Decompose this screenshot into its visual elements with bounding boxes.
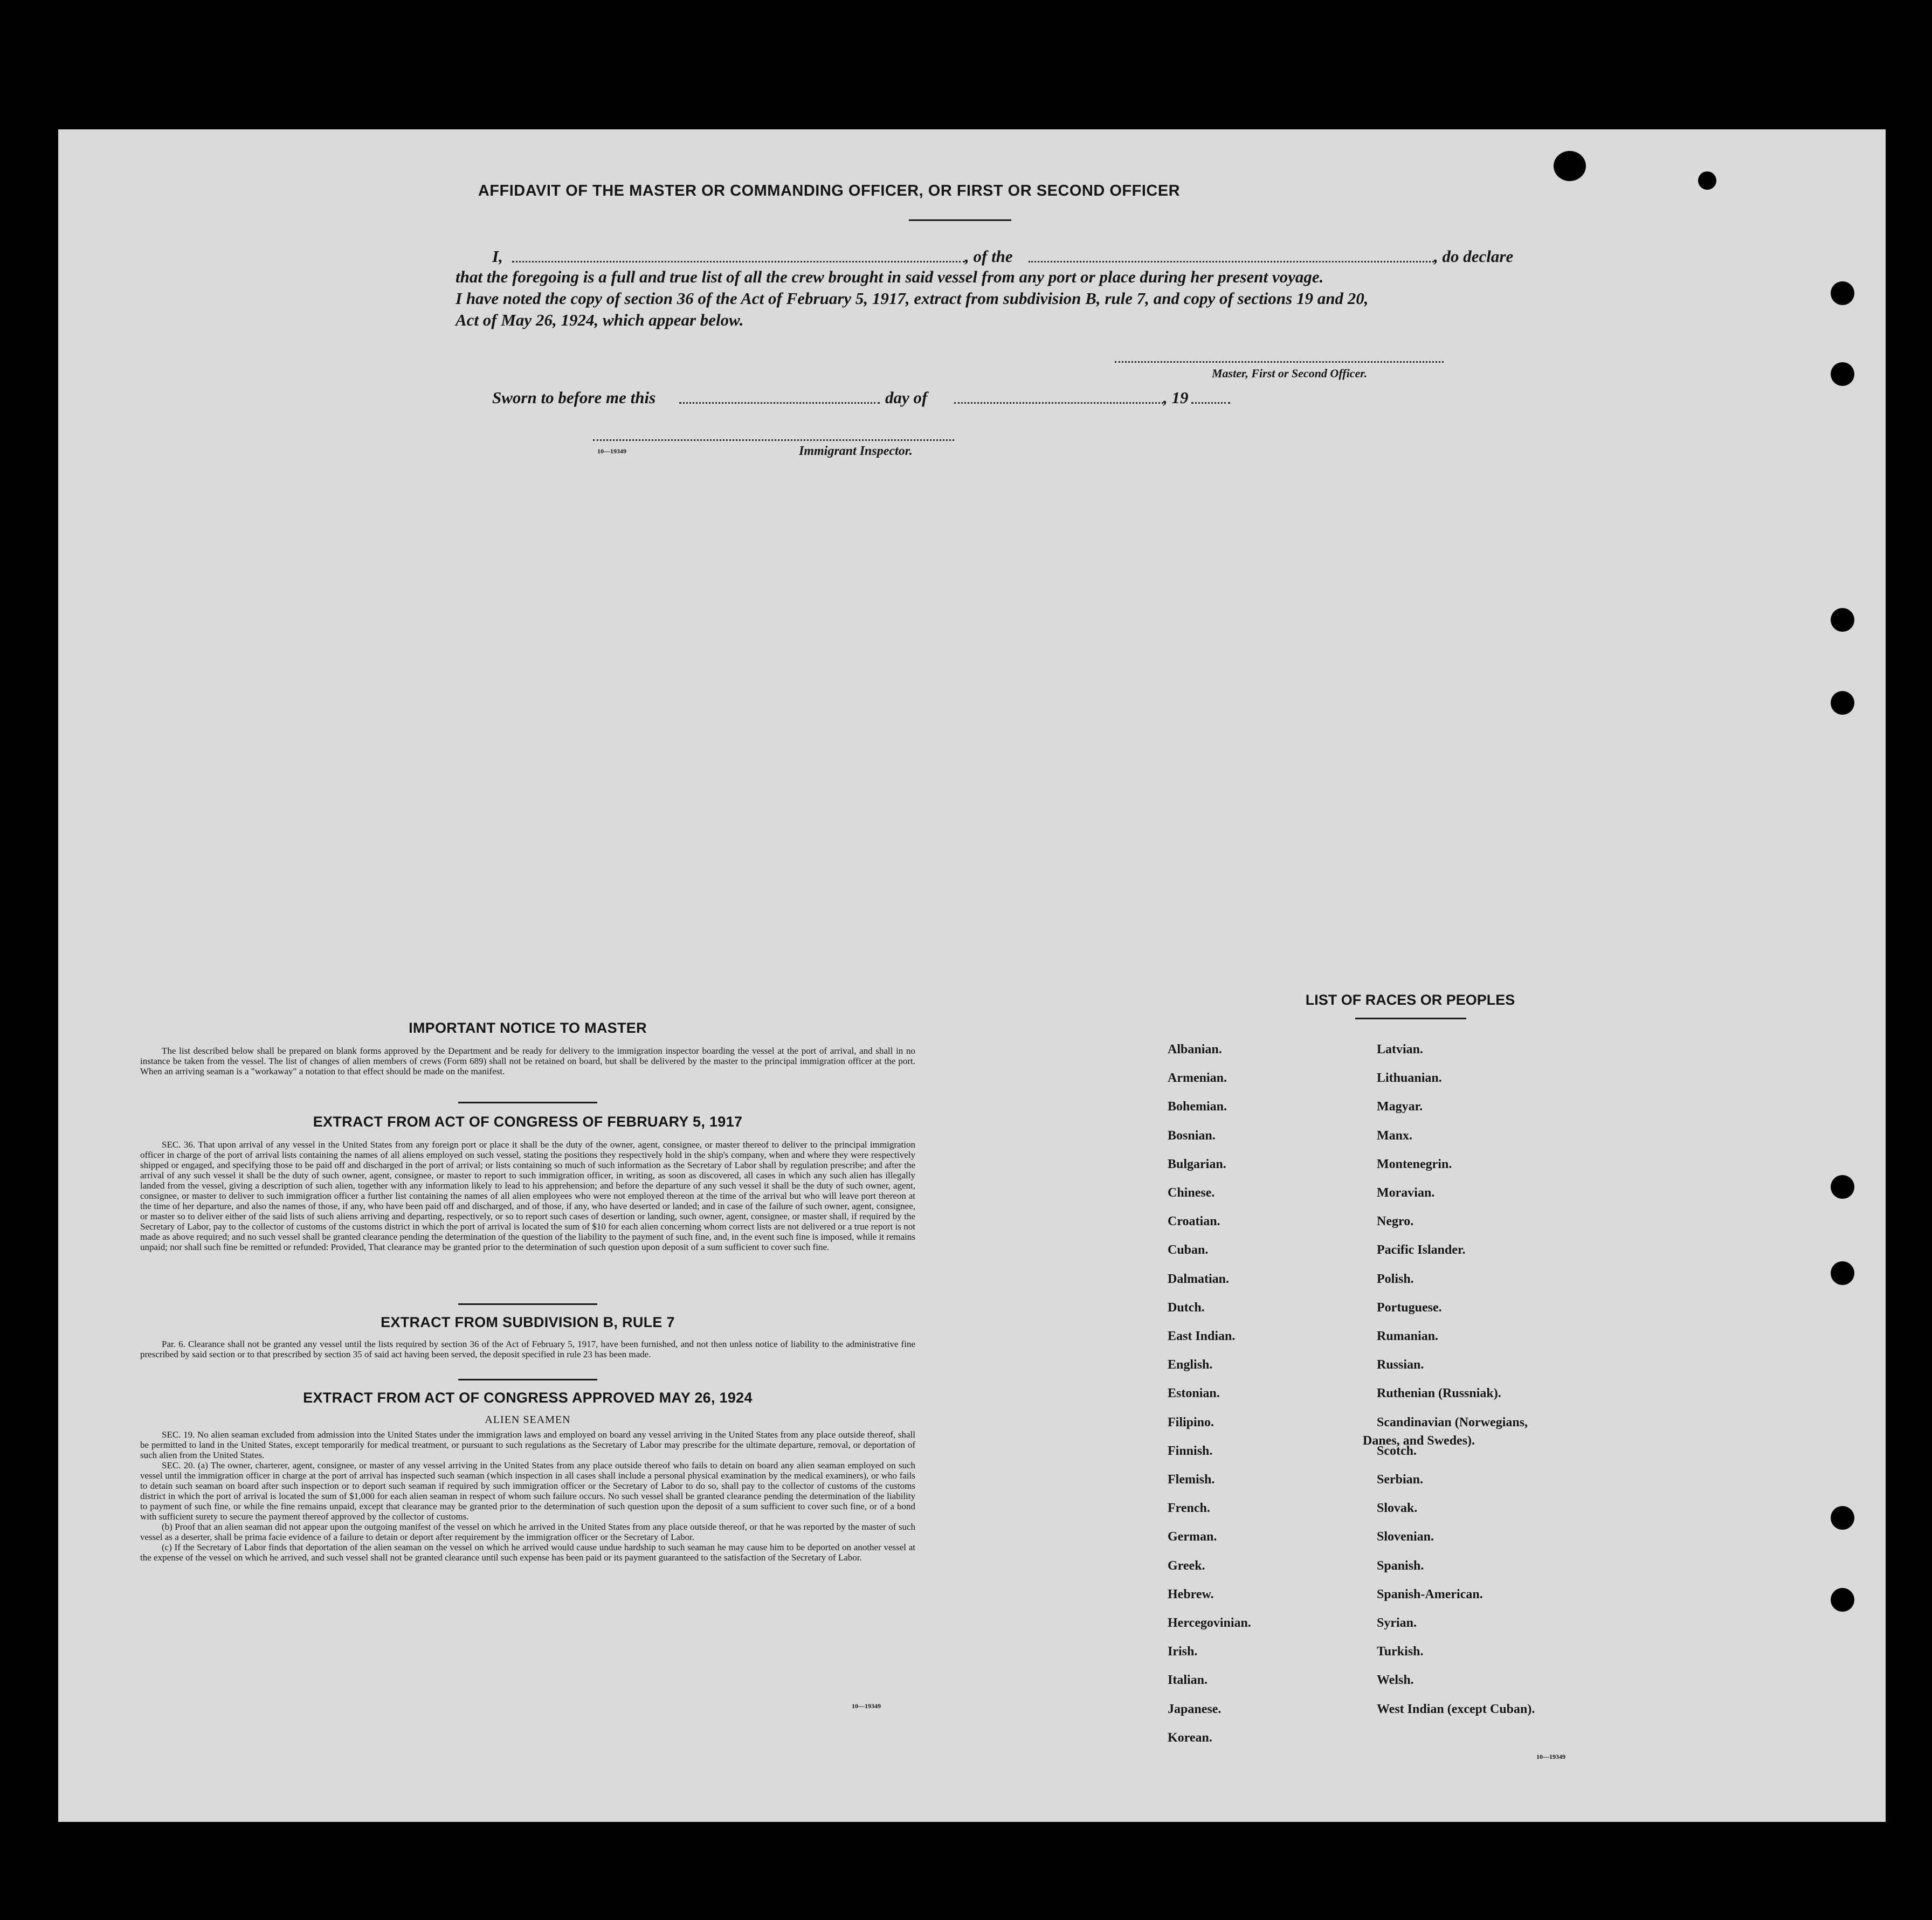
race-item: Scandinavian (Norwegians, xyxy=(1377,1415,1528,1429)
rule7-divider xyxy=(458,1379,597,1380)
race-item: Armenian. xyxy=(1168,1071,1227,1086)
race-item: Lithuanian. xyxy=(1377,1071,1442,1086)
race-item: Ruthenian (Russniak). xyxy=(1377,1386,1501,1401)
race-item: French. xyxy=(1168,1501,1210,1516)
extract-1917-title: EXTRACT FROM ACT OF CONGRESS OF FEBRUARY 5, 1917 xyxy=(313,1114,743,1130)
sec19-text: SEC. 19. No alien seaman excluded from admission into the United States under the immigration laws and employed on board any vessel arriving in the United States from any place outside thereof, shall be permitted to land in the United States, except temporarily for medical treatment, or pursuant to such regulations as the Secretary of Labor may prescribe for the ultimate departure, removal, or deportation of such alien from the United States. xyxy=(140,1429,915,1460)
race-item: Turkish. xyxy=(1377,1645,1424,1659)
race-item: Slovenian. xyxy=(1377,1530,1434,1544)
notice-text: The list described below shall be prepared on blank forms approved by the Department and be ready for delivery to the immigration inspector boarding the vessel at the port of arrival, and shall in no instance be taken from the vessel. The list of changes of alien members of crews (Form 689) shall not be retained on board, but shall be delivered by the master to the principal immigration officer at the port. When an arriving seaman is a "workaway" a notation to that effect should be made on the manifest. xyxy=(140,1046,915,1076)
affidavit-line4: Act of May 26, 1924, which appear below. xyxy=(456,310,744,329)
affidavit-line3: I have noted the copy of section 36 of the Act of February 5, 1917, extract from subdivision B, rule 7, and copy of sections 19 and 20, xyxy=(456,289,1369,308)
alien-seamen-subtitle: ALIEN SEAMEN xyxy=(485,1414,571,1426)
punch-hole xyxy=(1831,362,1854,386)
affidavit-line1-b: , of the xyxy=(965,247,1013,266)
race-item: Bohemian. xyxy=(1168,1100,1227,1114)
punch-hole xyxy=(1831,691,1854,715)
race-item: Welsh. xyxy=(1377,1673,1414,1688)
punch-hole xyxy=(1831,281,1854,305)
name-blank[interactable] xyxy=(512,261,965,263)
punch-hole xyxy=(1831,608,1854,632)
punch-hole xyxy=(1831,1588,1854,1612)
race-item: Chinese. xyxy=(1168,1186,1215,1200)
year-blank[interactable] xyxy=(1191,402,1230,404)
inspector-signature-blank[interactable] xyxy=(593,439,954,441)
race-item: Hebrew. xyxy=(1168,1587,1214,1601)
race-item: Bosnian. xyxy=(1168,1128,1216,1143)
race-item: Dalmatian. xyxy=(1168,1272,1229,1286)
race-item: Cuban. xyxy=(1168,1243,1209,1258)
notice-title: IMPORTANT NOTICE TO MASTER xyxy=(409,1020,647,1036)
extract-1917-text: SEC. 36. That upon arrival of any vessel in the United States from any foreign port or place it shall be the duty of the owner, agent, consignee, or master thereof to deliver to the principal immigration officer in charge of the port of arrival lists containing the names of all aliens employed on such vessel, stating the positions they respectively hold in the ship's company, when and where they were respectively shipped or engaged, and specifying those to be paid off and discharged in the port of arrival; or lists containing so much of such information as the Secretary of Labor shall by regulation prescribe; and after the arrival of any such vessel it shall be the duty of such owner, agent, consignee, or master to report to such immigration officer, in writing, as soon as discovered, all cases in which any such alien has illegally landed from the vessel, giving a description of such alien, together with any information likely to lead to his apprehension; and before the departure of any such vessel it shall be the duty of such owner, agent, consignee, or master to deliver to such immigration officer a further list containing the names of all alien employees who were not employed thereon at the time of the arrival but who will leave port thereon at the time of her departure, and also the names of those, if any, who have been paid off and discharged, and of those, if any, who have deserted or landed; and in case of the failure of such owner, agent, consignee, or master so to deliver either of the said lists of such aliens arriving and departing, respectively, or so to report such cases of desertion or landing, such owner, agent, consignee, or master shall, if required by the Secretary of Labor, pay to the collector of customs of the customs district in which the port of arrival is located the sum of $10 for each alien concerning whom correct lists are not delivered or a true report is not made as above required; and no such vessel shall be granted clearance pending the determination of the question of the liability to the payment of such fine, and, in the event such fine is imposed, while it remains unpaid; nor shall such fine be remitted or refunded: Provided, That clearance may be granted prior to the determination of such question upon deposit of a sum sufficient to cover such fine. xyxy=(140,1139,915,1252)
affidavit-line1-a: I, xyxy=(492,247,503,266)
document-page xyxy=(58,129,1886,1822)
race-item: Dutch. xyxy=(1168,1300,1205,1315)
race-item: Syrian. xyxy=(1377,1616,1417,1630)
race-item: Croatian. xyxy=(1168,1214,1220,1229)
race-item: Scotch. xyxy=(1377,1444,1417,1458)
month-blank[interactable] xyxy=(954,402,1163,404)
race-item: East Indian. xyxy=(1168,1329,1236,1343)
title-divider xyxy=(909,219,1011,221)
race-item: Portuguese. xyxy=(1377,1300,1442,1315)
race-item: Estonian. xyxy=(1168,1386,1220,1401)
race-item: Danes, and Swedes). xyxy=(1363,1433,1475,1448)
race-item: Negro. xyxy=(1377,1214,1414,1229)
race-item: Slovak. xyxy=(1377,1501,1418,1516)
race-item: Manx. xyxy=(1377,1128,1412,1143)
sec20b-text: (b) Proof that an alien seaman did not appear upon the outgoing manifest of the vessel on which he arrived in the United States from any place outside thereof, or that he was reported by the master of such vessel as a deserter, shall be prima facie evidence of a failure to detain or deport after requirement by the immigration officer or the Secretary of Labor. xyxy=(140,1522,915,1542)
race-item: Hercegovinian. xyxy=(1168,1616,1251,1630)
race-item: Bulgarian. xyxy=(1168,1157,1226,1171)
rule7-text: Par. 6. Clearance shall not be granted any vessel until the lists required by section 36 of the Act of February 5, 1917, have been furnished, and not then unless notice of liability to the administrative fine prescribed by said section or to that prescribed by section 35 of said act having been served, the deposit specified in rule 23 has been made. xyxy=(140,1339,915,1359)
race-item: Spanish. xyxy=(1377,1558,1424,1573)
race-item: English. xyxy=(1168,1358,1213,1372)
race-item: Rumanian. xyxy=(1377,1329,1439,1343)
race-item: Finnish. xyxy=(1168,1444,1213,1458)
race-item: Italian. xyxy=(1168,1673,1208,1688)
notice-divider xyxy=(458,1102,597,1103)
race-item: Polish. xyxy=(1377,1272,1414,1286)
race-item: German. xyxy=(1168,1530,1217,1544)
race-item: Greek. xyxy=(1168,1558,1205,1573)
race-item: Montenegrin. xyxy=(1377,1157,1452,1171)
rule7-title: EXTRACT FROM SUBDIVISION B, RULE 7 xyxy=(381,1314,675,1330)
affidavit-form-code: 10—19349 xyxy=(597,447,626,455)
sworn-a: Sworn to before me this xyxy=(492,388,656,407)
race-item: Spanish-American. xyxy=(1377,1587,1483,1601)
race-item: Pacific Islander. xyxy=(1377,1243,1466,1258)
day-blank[interactable] xyxy=(679,402,880,404)
sec20a-text: SEC. 20. (a) The owner, charterer, agent, consignee, or master of any vessel arriving in the United States from any place outside thereof who fails to detain on board any alien seaman employed on such vessel until the immigration officer in charge at the port of arrival has inspected such seaman (which inspection in all cases shall include a personal physical examination by the medical examiners), or who fails to detain such seaman on board after such inspection or to deport such seaman if required by such immigration officer or the Secretary of Labor to do so, shall pay to the collector of customs of the customs district in which the port of arrival is located the sum of $1,000 for each alien seaman in respect of whom such failure occurs. No such vessel shall be granted clearance pending the determination of the liability to payment of such fine, or while the fine remains unpaid, except that clearance may be granted prior to the determination of such question upon the deposit of a sum sufficient to cover such fine, or of a bond with sufficient surety to secure the payment thereof approved by the collector of customs. xyxy=(140,1460,915,1522)
master-label: Master, First or Second Officer. xyxy=(1212,367,1368,380)
race-item: Latvian. xyxy=(1377,1042,1424,1056)
extract-1917-divider xyxy=(458,1303,597,1305)
punch-hole xyxy=(1831,1175,1854,1199)
race-item: Albanian. xyxy=(1168,1042,1222,1056)
punch-hole xyxy=(1831,1506,1854,1530)
race-item: Russian. xyxy=(1377,1358,1424,1372)
affidavit-line2: that the foregoing is a full and true list of all the crew brought in said vessel from any port or place during her present voyage. xyxy=(456,267,1324,286)
affidavit-title: AFFIDAVIT OF THE MASTER OR COMMANDING OFFICER, OR FIRST OR SECOND OFFICER xyxy=(478,182,1181,199)
inspector-label: Immigrant Inspector. xyxy=(799,444,913,458)
races-title: LIST OF RACES OR PEOPLES xyxy=(1305,992,1515,1008)
races-divider xyxy=(1355,1018,1466,1019)
sworn-b: day of xyxy=(885,388,928,407)
vessel-blank[interactable] xyxy=(1029,261,1434,263)
sworn-c: , 19 xyxy=(1163,388,1189,407)
race-item: Irish. xyxy=(1168,1645,1198,1659)
punch-hole xyxy=(1698,171,1716,190)
race-item: Moravian. xyxy=(1377,1186,1435,1200)
punch-hole xyxy=(1554,151,1586,181)
sec20c-text: (c) If the Secretary of Labor finds that deportation of the alien seaman on the vessel on which he arrived would cause undue hardship to such seaman he may cause him to be deported on another vessel at the expense of the vessel on which he arrived, and such vessel shall not be granted clearance until such expense has been paid or its payment guaranteed to the satisfaction of the Secretary of Labor. xyxy=(140,1542,915,1563)
race-item: West Indian (except Cuban). xyxy=(1377,1702,1535,1716)
race-item: Magyar. xyxy=(1377,1100,1423,1114)
races-form-code: 10—19349 xyxy=(1536,1753,1565,1760)
race-item: Korean. xyxy=(1168,1730,1212,1745)
race-item: Filipino. xyxy=(1168,1415,1215,1429)
extract-1924-text xyxy=(140,1429,915,1563)
race-item: Serbian. xyxy=(1377,1473,1424,1487)
race-item: Japanese. xyxy=(1168,1702,1222,1716)
race-item: Flemish. xyxy=(1168,1473,1215,1487)
punch-hole xyxy=(1831,1261,1854,1285)
extract-1924-title: EXTRACT FROM ACT OF CONGRESS APPROVED MAY 26, 1924 xyxy=(303,1390,753,1406)
affidavit-line1-c: , do declare xyxy=(1434,247,1514,266)
extract-form-code: 10—19349 xyxy=(852,1702,881,1710)
master-signature-blank[interactable] xyxy=(1115,361,1444,363)
